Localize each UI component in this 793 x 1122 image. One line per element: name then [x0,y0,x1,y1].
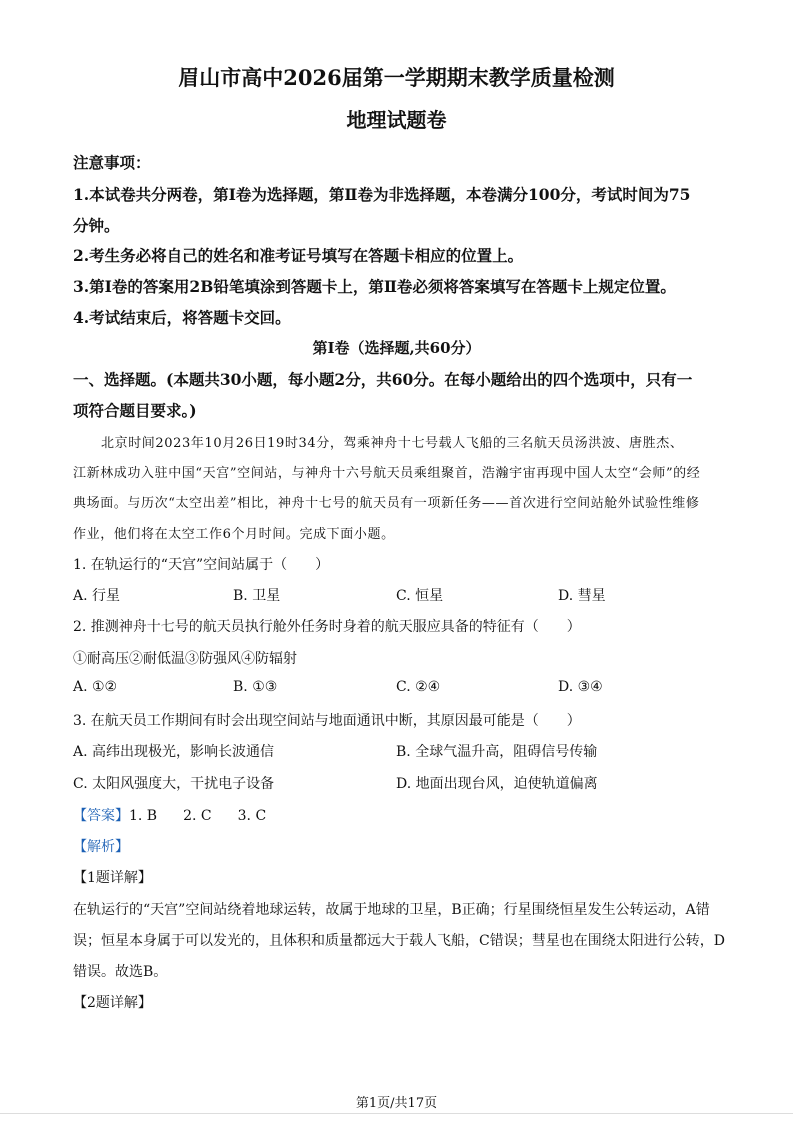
question-1-option-b: B. 卫星 [233,588,281,604]
page-number: 第1页/共17页 [355,1096,438,1111]
section-instruction: 一、选择题。(本题共30小题，每小题2分，共60分。在每小题给出的四个选项中，只有一 [73,370,693,389]
answer-tag: 【答案】 [73,808,129,824]
answer-3: 3. C [237,808,267,824]
section-title: 第Ⅰ卷（选择题,共60分） [312,339,481,357]
question-3-option-a: A. 高纬出现极光，影响长波通信 [73,744,275,760]
question-2-option-b: B. ①③ [233,679,278,695]
notice-item-1-cont: 分钟。 [73,216,120,235]
question-3-option-d: D. 地面出现台风，迫使轨道偏离 [396,776,598,792]
question-1-option-a: A. 行星 [73,588,121,604]
detail-1-line-2: 误；恒星本身属于可以发光的，且体积和质量都远大于载人飞船，C错误；彗星也在围绕太阳进行公转，D [73,933,725,949]
question-1-option-c: C. 恒星 [396,588,444,604]
notice-item-4: 4.考试结束后，将答题卡交回。 [73,308,291,327]
page-title: 眉山市高中2026届第一学期期末教学质量检测 [178,65,615,90]
passage-line-1: 北京时间2023年10月26日19时34分，驾乘神舟十七号载人飞船的三名航天员汤洪波、唐胜杰、 [101,436,684,451]
passage-line-2: 江新林成功入驻中国“天宫”空间站，与神舟十六号航天员乘组聚首，浩瀚宇宙再现中国人太空“会师”的经 [73,466,701,481]
passage-line-4: 作业，他们将在太空工作6个月时间。完成下面小题。 [73,527,395,542]
question-1-option-d: D. 彗星 [558,588,606,604]
question-3-option-b: B. 全球气温升高，阻碍信号传输 [396,744,598,760]
question-2-sub: ①耐高压②耐低温③防强风④防辐射 [73,651,297,667]
detail-1-line-1: 在轨运行的“天宫”空间站绕着地球运转，故属于地球的卫星，B正确；行星围绕恒星发生公转运动，A错 [73,902,710,918]
notice-item-3: 3.第Ⅰ卷的答案用2B铅笔填涂到答题卡上，第Ⅱ卷必须将答案填写在答题卡上规定位置。 [73,277,676,296]
question-2-stem: 2. 推测神舟十七号的航天员执行舱外任务时身着的航天服应具备的特征有（ ） [73,619,581,635]
question-2-option-a: A. ①② [73,679,118,695]
detail-1-tag: 【1题详解】 [73,870,152,886]
detail-2-tag: 【2题详解】 [73,995,152,1011]
detail-1-line-3: 错误。故选B。 [73,964,168,980]
footer-divider [0,1113,793,1114]
section-instruction-cont: 项符合题目要求。) [73,401,197,420]
notice-heading: 注意事项： [73,153,151,172]
answer-2: 2. C [183,808,212,824]
page-subtitle: 地理试题卷 [346,108,447,132]
question-2-option-c: C. ②④ [396,679,441,695]
answer-line [73,805,266,825]
notice-item-2: 2.考生务必将自己的姓名和准考证号填写在答题卡相应的位置上。 [73,246,524,265]
analysis-tag: 【解析】 [73,839,129,855]
question-3-option-c: C. 太阳风强度大，干扰电子设备 [73,776,275,792]
question-2-option-d: D. ③④ [558,679,603,695]
passage-line-3: 典场面。与历次“太空出差”相比，神舟十七号的航天员有一项新任务——首次进行空间站舱外试验性维修 [73,496,700,511]
answer-1: 1. B [129,808,158,824]
question-1-stem: 1. 在轨运行的“天宫”空间站属于（ ） [73,557,330,573]
notice-item-1: 1.本试卷共分两卷，第Ⅰ卷为选择题，第Ⅱ卷为非选择题，本卷满分100分，考试时间为75 [73,185,691,204]
question-3-stem: 3. 在航天员工作期间有时会出现空间站与地面通讯中断，其原因最可能是（ ） [73,713,581,729]
